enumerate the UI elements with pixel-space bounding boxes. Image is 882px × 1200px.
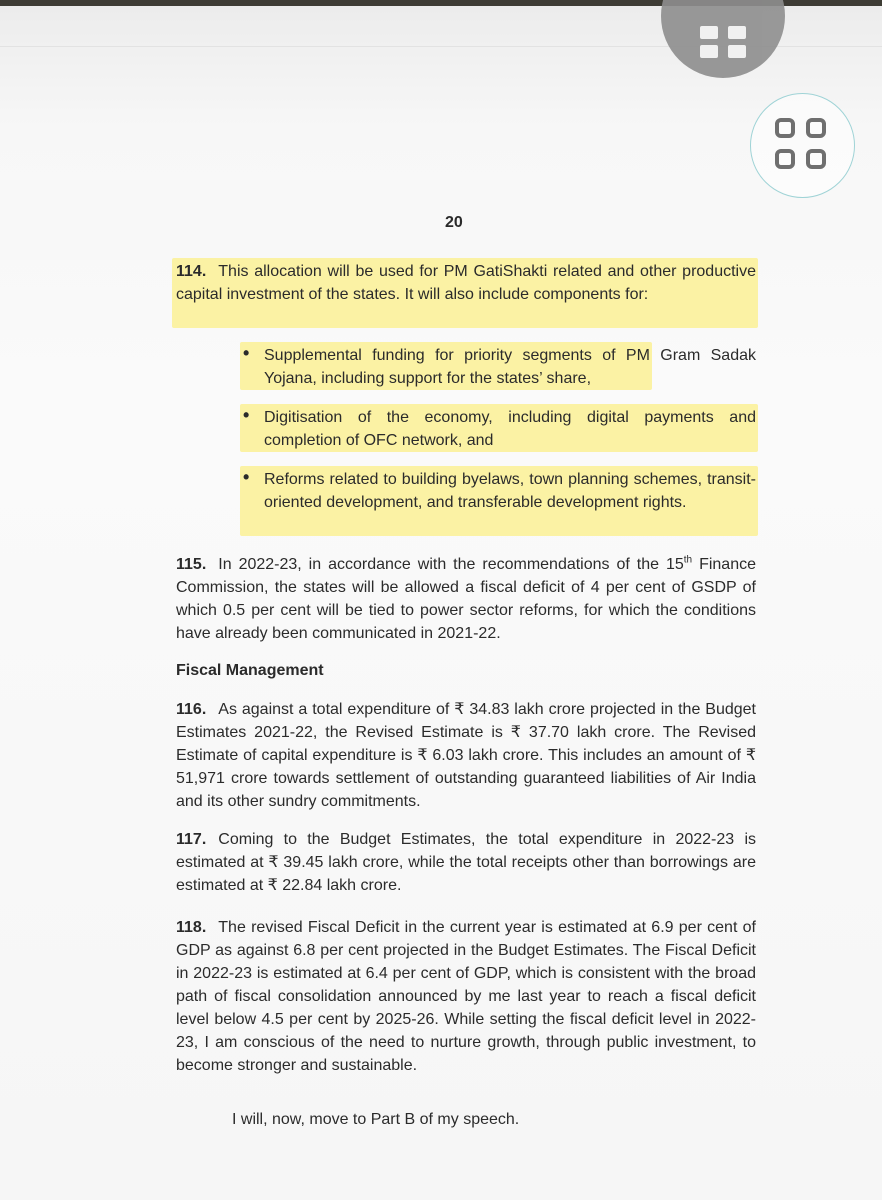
paragraph-number: 116. bbox=[176, 701, 207, 718]
paragraph-number: 115. bbox=[176, 556, 207, 573]
page-view-button[interactable] bbox=[750, 93, 855, 198]
bullet-item-2: Digitisation of the economy, including digital payments and completion of OFC network, and bbox=[264, 409, 756, 449]
paragraph-number: 114. bbox=[176, 263, 207, 280]
paragraph-118 bbox=[176, 916, 756, 1077]
bullet-icon: • bbox=[243, 343, 250, 363]
section-heading: Fiscal Management bbox=[176, 662, 324, 679]
paragraph-text: This allocation will be used for PM GatiShakti related and other productive capital investment of the states. It will also include components for: bbox=[176, 263, 756, 303]
superscript: th bbox=[683, 554, 693, 566]
paragraph-115 bbox=[176, 553, 756, 645]
bullet-icon: • bbox=[243, 467, 250, 487]
closing-line: I will, now, move to Part B of my speech. bbox=[232, 1111, 520, 1128]
paragraph-text: Coming to the Budget Estimates, the total expenditure in 2022-23 is estimated at ₹ 39.45 lakh crore, while the total receipts other than borrowings are estimated at ₹ 22.84 lakh crore. bbox=[176, 831, 756, 894]
bullet-item-3: Reforms related to building byelaws, town planning schemes, transit-oriented development, and transferable development rights. bbox=[264, 471, 756, 511]
four-squares-icon-cell bbox=[806, 149, 826, 169]
four-squares-icon-cell bbox=[775, 149, 795, 169]
paragraph-text: As against a total expenditure of ₹ 34.83 lakh crore projected in the Budget Estimates 2021-22, the Revised Estimate is ₹ 37.70 lakh crore. The Revised Estimate of capital expenditure is ₹ 6.03 lakh crore. This includes an amount of ₹ 51,971 crore towards settlement of outstanding guaranteed liabilities of Air India and its other sundry commitments. bbox=[176, 701, 756, 810]
paragraph-text-cont: Finance Commission, the states will be allowed a fiscal deficit of 4 per cent of GSDP of which 0.5 per cent will be tied to power sector reforms, for which the conditions have already been communicated in 2021-22. bbox=[176, 556, 756, 642]
paragraph-114 bbox=[176, 260, 756, 306]
app-grid-button[interactable] bbox=[661, 0, 785, 78]
page-number: 20 bbox=[445, 214, 463, 231]
paragraph-number: 118. bbox=[176, 919, 207, 936]
paragraph-117 bbox=[176, 828, 756, 897]
bullet-item-1: Supplemental funding for priority segments of PM Gram Sadak Yojana, including support for the states’ share, bbox=[264, 347, 756, 387]
paragraph-text: The revised Fiscal Deficit in the current year is estimated at 6.9 per cent of GDP as against 6.8 per cent projected in the Budget Estimates. The Fiscal Deficit in 2022-23 is estimated at 6.4 per cent of GDP, which is consistent with the broad path of fiscal consolidation announced by me last year to reach a fiscal deficit level below 4.5 per cent by 2025-26. While setting the fiscal deficit level in 2022-23, I am conscious of the need to nurture growth, through public investment, to become stronger and sustainable. bbox=[176, 919, 756, 1074]
grid-icon-cell bbox=[728, 26, 746, 39]
paragraph-116 bbox=[176, 698, 756, 813]
grid-icon-cell bbox=[728, 45, 746, 58]
four-squares-icon bbox=[775, 118, 795, 138]
paragraph-text: In 2022-23, in accordance with the recommendations of the 15 bbox=[218, 556, 684, 573]
four-squares-icon-cell bbox=[806, 118, 826, 138]
grid-icon bbox=[700, 26, 718, 39]
bullet-icon: • bbox=[243, 405, 250, 425]
paragraph-number: 117. bbox=[176, 831, 207, 848]
grid-icon-cell bbox=[700, 45, 718, 58]
